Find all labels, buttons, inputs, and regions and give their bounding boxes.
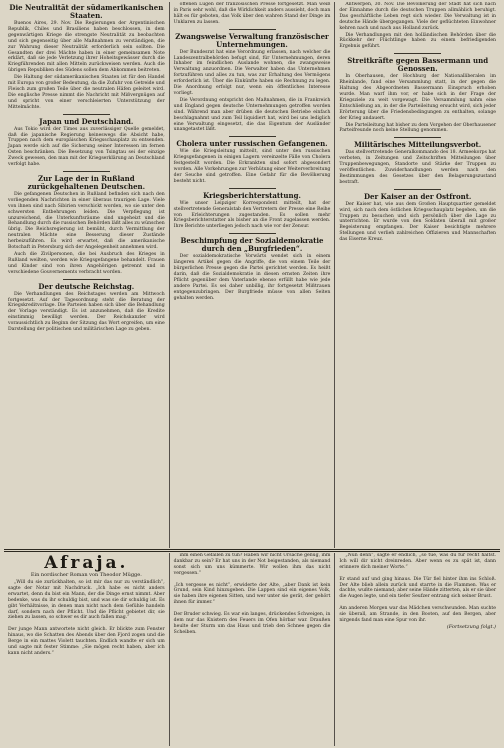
article-paragraph: Der Kaiser hat, wie aus dem Großen Hauptquartier gemeldet wird, sich nach dem östlichen Kriegsschauplatz begeben, um die Truppen zu besuchen und sich persönlich über die Lage zu unterrichten. Er wurde von den Soldaten überall mit großer Begeisterung empfangen. Der Kaiser besichtigte mehrere Stellungen und verlieh zahlreichen Offizieren und Mannschaften das Eiserne Kreuz. bbox=[339, 201, 497, 243]
feuilleton-title: Afraja. bbox=[44, 553, 129, 573]
article-heading: Kriegsberichterstattung. bbox=[203, 190, 301, 200]
article-heading: Beschimpfung der Sozialdemokratie durch den „Burgfrieden“. bbox=[180, 236, 324, 254]
feuilleton-column-2 bbox=[169, 553, 335, 746]
feuilleton-section bbox=[4, 553, 500, 746]
article-paragraph: Antwerpen, 30. Nov. Die Bevölkerung der Stadt hat sich nach der Einnahme durch die deutschen Truppen allmählich beruhigt. Das geschäftliche Leben regt sich wieder. Die Verwaltung ist in deutsche Hände übergegangen. Viele der geflüchteten Einwohner kehren nach und nach aus Holland zurück. bbox=[339, 2, 497, 31]
news-column-1 bbox=[4, 2, 169, 548]
article-heading: Japan und Deutschland. bbox=[39, 116, 134, 126]
article-paragraph: Aus Tokio wird der Times aus zuverlässiger Quelle gemeldet, daß die japanische Regierung keineswegs die Absicht habe, Truppen nach dem europäischen Kriegsschauplatz zu entsenden. Japan werde sich auf die Sicherung seiner Interessen im fernen Osten beschränken. Die Besetzung von Tsingtau sei der einzige Zweck gewesen, den man mit der Kriegserklärung an Deutschland verfolgt habe. bbox=[8, 126, 165, 168]
article-heading: Militärisches Mitteilungsverbot. bbox=[354, 140, 482, 150]
article-paragraph: Wie die Kriegsleitung mitteilt, sind unter den russischen Kriegsgefangenen in einigen Lagern vereinzelte Fälle von Cholera festgestellt worden. Die Erkrankten sind sofort abgesondert worden. Alle Vorkehrungen zur Verhütung einer Weiterverbreitung der Seuche sind getroffen. Eine Gefahr für die Bevölkerung besteht nicht. bbox=[173, 149, 331, 184]
article-paragraph: offenen Lügen der französischen Presse fortgesetzt. Man weiß in Paris sehr wohl, daß die Wirklichkeit anders aussieht, doch man hält es für geboten, das Volk über den wahren Stand der Dinge im Unklaren zu lassen. bbox=[173, 2, 331, 25]
news-column-2 bbox=[169, 2, 335, 548]
article-paragraph: Buenos Aires, 29. Nov. Die Regierungen der Argentinischen Republik, Chiles und Brasiliens haben beschlossen, in dem gegenwärtigen Kriege die strengste Neutralität zu beobachten und sich gegenseitig über alle Maßnahmen zu verständigen, die zur Wahrung dieser Neutralität erforderlich sein sollten. Die Gesandten der drei Mächte haben in einer gemeinsamen Note erklärt, daß sie jede Verletzung ihrer Hoheitsgewässer durch die Kriegführenden mit allen Mitteln zurückweisen werden. Auch die übrigen Republiken des Südens sollen dem Abkommen beitreten. bbox=[8, 21, 165, 74]
continued-note: (Fortsetzung folgt.) bbox=[446, 623, 497, 630]
article-paragraph: Wie unser Leipziger Korrespondent mitteilt, hat der stellvertretende Generalstab den Vertretern der Presse eine Reihe von Erleichterungen zugestanden. Es sollen mehr Kriegsberichterstatter als bisher an die Front zugelassen werden. Ihre Berichte unterliegen jedoch nach wie vor der Zensur. bbox=[173, 200, 331, 230]
section-rule bbox=[229, 29, 276, 30]
feuilleton-column-1 bbox=[4, 553, 169, 746]
article-heading: Streitkräfte gegen Bassermann und Genossen. bbox=[347, 56, 489, 74]
article-heading: Zwangsweise Verwaltung französischer Unternehmungen. bbox=[175, 31, 329, 49]
article-paragraph: Der sozialdemokratische Vorwärts wendet sich in einem längeren Artikel gegen die Angriffe, die von einem Teile der bürgerlichen Presse gegen die Partei gerichtet werden. Es heißt darin, daß die Sozialdemokratie in diesen ernsten Zeiten ihre Pflicht gegenüber dem Vaterlande ebenso erfüllt habe wie jede andere Partei. Es sei daher unbillig, ihr fortgesetzt Mißtrauen entgegenzubringen. Der Burgfriede müsse von allen Seiten gehalten werden. bbox=[173, 254, 331, 301]
article-paragraph: In Oberhausen, der Hochburg der Nationalliberalen im Rheinlande, fand eine Versammlung statt, in der gegen die Haltung des Abgeordneten Bassermann Einspruch erhoben wurde. Man warf ihm vor, er habe sich in der Frage der Kriegsziele zu weit vorgewagt. Die Versammlung nahm eine Entschließung an, in der die Parteileitung ersucht wird, sich jeder Erörterung über die Friedensbedingungen zu enthalten, solange der Krieg andauert. bbox=[339, 74, 497, 121]
article-paragraph: Das stellvertretende Generalkommando des 18. Armeekorps hat verboten, in Zeitungen und Zeitschriften Mitteilungen über Truppenbewegungen, Standorte und Stärke der Truppen zu veröffentlichen. Zuwiderhandlungen werden nach den Bestimmungen des Gesetzes über den Belagerungszustand bestraft. bbox=[339, 150, 497, 185]
article-paragraph: Die Haltung der südamerikanischen Staaten ist für den Handel mit Europa von großer Bedeutung, da die Zufuhr von Getreide und Fleisch zum großen Teile über die neutralen Häfen geleitet wird. Die englische Presse nimmt die Nachricht mit Mißvergnügen auf und spricht von einer verschleierten Unterstützung der Mittelmächte. bbox=[8, 75, 165, 110]
section-rule bbox=[394, 189, 441, 190]
article-heading: Die Neutralität der südamerikanischen Staaten. bbox=[9, 3, 164, 20]
article-paragraph: Der Bundesrat hat eine Verordnung erlassen, nach welcher die Landeszentralbehörden befugt sind, für Unternehmungen, deren Inhaber im feindlichen Auslande wohnen, die zwangsweise Verwaltung anzuordnen. Die Verwalter haben das Unternehmen fortzuführen und alles zu tun, was zur Erhaltung des Vermögens erforderlich ist. Über die Einkünfte haben sie Rechnung zu legen. Die Anordnung erfolgt nur, wenn ein öffentliches Interesse vorliegt. bbox=[173, 49, 331, 96]
section-rule bbox=[394, 53, 441, 54]
section-rule bbox=[229, 136, 276, 137]
article-heading: Der deutsche Reichstag. bbox=[38, 281, 135, 291]
section-rule bbox=[229, 233, 276, 234]
feuilleton-subtitle: Ein nordischer Roman von Theodor Mügge. bbox=[30, 572, 142, 578]
article-paragraph: Auch die Zivilpersonen, die bei Ausbruch des Krieges in Rußland weilten, werden wie Kriegsgefangene behandelt. Frauen und Kinder sind von ihren Angehörigen getrennt und in verschiedene Gouvernements verbracht worden. bbox=[8, 252, 165, 275]
news-section bbox=[4, 2, 500, 548]
section-rule bbox=[394, 137, 441, 138]
article-paragraph: Die Verordnung entspricht den Maßnahmen, die in Frankreich und England gegen deutsche Unternehmungen getroffen worden sind. Während man aber drüben die deutschen Betriebe einfach beschlagnahmt und zum Teil liquidiert hat, wird bei uns lediglich eine Verwaltung eingesetzt, die das Eigentum der Ausländer unangetastet läßt. bbox=[173, 97, 331, 133]
feuilleton-divider-double bbox=[4, 551, 500, 552]
section-rule bbox=[229, 188, 276, 189]
article-heading: Cholera unter russischen Gefangenen. bbox=[176, 139, 328, 149]
feuilleton-text-3: „Nun denn“, sagte er endlich, „so tue, was du für recht hältst. Ich will dir nicht dreinreden. Aber wenn es zu spät ist, dann erinnere dich meiner Worte.“ Er stand auf und ging hinaus. Die Tür fiel hinter ihm ins Schloß. Der Alte blieb allein zurück und starrte in die Flammen. Was er dachte, wußte niemand; aber seine Hände zitterten, als er sie über die Augen legte, und ein tiefer Seufzer entrang sich seiner Brust. Am anderen Morgen war das Mädchen verschwunden. Man suchte sie überall, am Strande, in den Booten, auf den Bergen, aber nirgends fand man eine Spur von ihr. bbox=[339, 553, 497, 623]
section-rule bbox=[63, 279, 110, 280]
feuilleton-column-3 bbox=[334, 553, 500, 746]
section-rule bbox=[63, 171, 110, 172]
article-paragraph: Die gefangenen Deutschen in Rußland befinden sich nach den vorliegenden Nachrichten in einer überaus traurigen Lage. Viele von ihnen sind nach Sibirien verschickt worden, wo sie unter den schwersten Entbehrungen leiden. Die Verpflegung ist unzureichend, die Unterkunftsräume sind ungeheizt und die Behandlung durch die russischen Behörden läßt alles zu wünschen übrig. Die Reichsregierung ist bemüht, durch Vermittlung der neutralen Mächte eine Besserung dieser Zustände herbeizuführen. Es wird erwartet, daß die amerikanische Botschaft in Petersburg sich der Angelegenheit annehmen wird. bbox=[8, 191, 165, 251]
article-heading: Der Kaiser an der Ostfront. bbox=[363, 191, 472, 201]
section-rule bbox=[63, 114, 110, 115]
news-column-3 bbox=[334, 2, 500, 548]
feuilleton-text-1: „Will du sie zurückhalten, so ist mir das nur zu verständlich“, sagte der Notar mit Nachdruck. „Ich habe es nicht anders erwartet, denn du bist ein Mann, der die Dinge ernst nimmt. Aber bedenke, was du ihr schuldig bist, und was sie dir schuldig ist. Es gibt Verhältnisse, in denen man nicht nach dem Gefühle handeln darf, sondern nach der Pflicht. Und die Pflicht gebietet dir, sie ziehen zu lassen, so schwer es dir auch fallen mag.“ Der junge Mann antwortete nicht gleich. Er blickte zum Fenster hinaus, wo die Schatten des Abends über den Fjord zogen und die Berge in ein mattes Violett tauchten. Endlich wandte er sich um und sagte mit fester Stimme: „Sie mögen recht haben, aber ich kann nicht anders.“ bbox=[8, 580, 165, 656]
feuilleton-text-2: ihm einen Gefallen zu tun? Haben wir nicht Ursache genug, ihm dankbar zu sein? Er hat uns in der Not beigestanden, als niemand sonst sich um uns kümmerte. Wir wollen ihm das nicht vergessen.“ „Ich vergesse es nicht“, erwiderte der Alte, „aber Dank ist kein Grund, sein Kind hinzugeben. Die Lappen sind ein eigenes Volk, sie haben ihre eigenen Sitten, und wer unter sie gerät, der gehört ihnen für immer.“ Der Bruder schwieg. Es war ein langes, drückendes Schweigen, in dem nur das Knistern des Feuers im Ofen hörbar war. Draußen heulte der Sturm um das Haus und trieb den Schnee gegen die Scheiben. bbox=[173, 553, 331, 635]
article-heading: Zur Lage der in Rußland zurückgehaltenen Deutschen. bbox=[27, 173, 146, 191]
article-paragraph: Die Parteileitung hat bisher zu dem Vorgehen der Oberhausener Parteifreunde noch keine Stellung genommen. bbox=[339, 122, 497, 134]
article-paragraph: Die Verhandlungen mit den holländischen Behörden über die Rückkehr der Flüchtlinge haben zu einem befriedigenden Ergebnis geführt. bbox=[339, 32, 497, 50]
article-paragraph: Die Verhandlungen des Reichstages werden am Mittwoch fortgesetzt. Auf der Tagesordnung steht die Beratung der Kriegskreditvorlage. Die Parteien haben sich über die Behandlung der Vorlage verständigt. Es ist anzunehmen, daß die Kredite einstimmig bewilligt werden. Der Reichskanzler wird voraussichtlich zu Beginn der Sitzung das Wort ergreifen, um eine Darstellung der politischen und militärischen Lage zu geben. bbox=[8, 291, 165, 333]
feuilleton-divider bbox=[4, 549, 500, 550]
